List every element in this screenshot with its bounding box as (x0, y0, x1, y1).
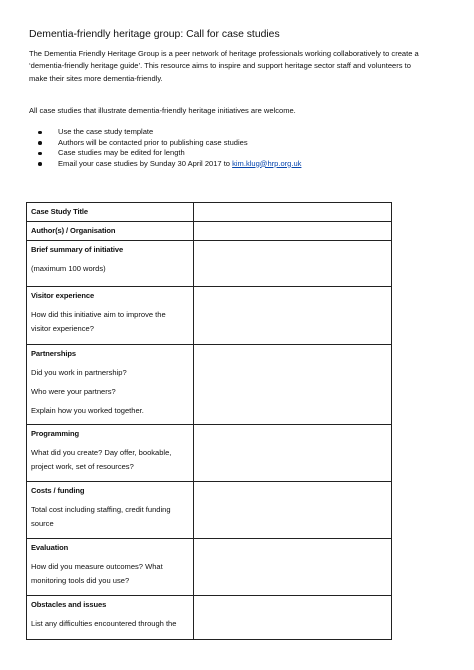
row-title: Evaluation (31, 543, 69, 552)
list-item (29, 138, 301, 149)
row-label-cell (27, 203, 194, 222)
answer-cell[interactable] (194, 596, 392, 640)
table-row (27, 222, 392, 241)
row-prompt: source (31, 519, 54, 528)
email-link[interactable]: kim.klug@hrp.org.uk (232, 158, 302, 168)
answer-cell[interactable] (194, 287, 392, 345)
list-item (29, 159, 301, 170)
bullet-icon (38, 162, 42, 166)
bullet-icon (38, 131, 42, 135)
table-row (27, 345, 392, 425)
table-row (27, 287, 392, 345)
answer-cell[interactable] (194, 482, 392, 539)
table-row (27, 482, 392, 539)
table-row (27, 241, 392, 287)
answer-cell[interactable] (194, 425, 392, 482)
answer-cell[interactable] (194, 539, 392, 596)
row-label-cell (27, 287, 194, 345)
answer-cell[interactable] (194, 345, 392, 425)
row-title: Author(s) / Organisation (31, 226, 116, 235)
row-title: Programming (31, 429, 79, 438)
row-prompt: monitoring tools did you use? (31, 576, 130, 585)
answer-cell[interactable] (194, 203, 392, 222)
row-title: Visitor experience (31, 291, 95, 300)
row-label-cell (27, 425, 194, 482)
row-title: Brief summary of initiative (31, 245, 124, 254)
row-prompt: Did you work in partnership? (31, 368, 127, 377)
row-label-cell (27, 345, 194, 425)
row-label-cell (27, 241, 194, 287)
bullet-icon (38, 141, 42, 145)
intro-paragraph (29, 48, 449, 85)
intro-line: The Dementia Friendly Heritage Group is a peer network of heritage professionals working collaboratively to create a (29, 49, 419, 58)
list-item (29, 148, 301, 159)
row-prompt: How did you measure outcomes? What (31, 562, 163, 571)
row-title: Obstacles and issues (31, 600, 107, 609)
row-title: Partnerships (31, 349, 76, 358)
row-prompt: How did this initiative aim to improve the (31, 310, 166, 319)
row-label-cell (27, 539, 194, 596)
row-prompt: project work, set of resources? (31, 462, 134, 471)
list-item (29, 127, 301, 138)
intro-line: make their sites more dementia-friendly. (29, 73, 163, 83)
row-prompt: (maximum 100 words) (31, 264, 106, 273)
instruction-list (29, 127, 301, 169)
intro-line: ‘dementia-friendly heritage guide’. This resource aims to inspire and support heritage sector staff and volunteers to (29, 61, 411, 71)
row-prompt: Who were your partners? (31, 387, 116, 396)
list-item-text: Case studies may be edited for length (58, 148, 185, 157)
row-prompt: List any difficulties encountered through the (31, 619, 177, 628)
list-item-text: Email your case studies by Sunday 30 April 2017 to (58, 158, 233, 168)
table-row (27, 596, 392, 640)
row-prompt: visitor experience? (31, 324, 94, 333)
table-row (27, 539, 392, 596)
table-row (27, 425, 392, 482)
row-prompt: Total cost including staffing, credit funding (31, 505, 171, 514)
table-row (27, 203, 392, 222)
row-label-cell (27, 596, 194, 640)
list-item-text: Use the case study template (58, 127, 154, 136)
row-label-cell (27, 222, 194, 241)
answer-cell[interactable] (194, 222, 392, 241)
row-prompt: What did you create? Day offer, bookable, (31, 448, 172, 457)
row-prompt: Explain how you worked together. (31, 406, 144, 415)
row-label-cell (27, 482, 194, 539)
answer-cell[interactable] (194, 241, 392, 287)
row-title: Costs / funding (31, 486, 85, 495)
document-title: Dementia-friendly heritage group: Call for case studies (29, 29, 280, 40)
bullet-icon (38, 152, 42, 156)
welcome-paragraph: All case studies that illustrate dementia-friendly heritage initiatives are welcome. (29, 106, 296, 115)
list-item-text: Authors will be contacted prior to publishing case studies (58, 137, 248, 147)
case-study-table (26, 202, 392, 640)
row-title: Case Study Title (31, 207, 88, 216)
